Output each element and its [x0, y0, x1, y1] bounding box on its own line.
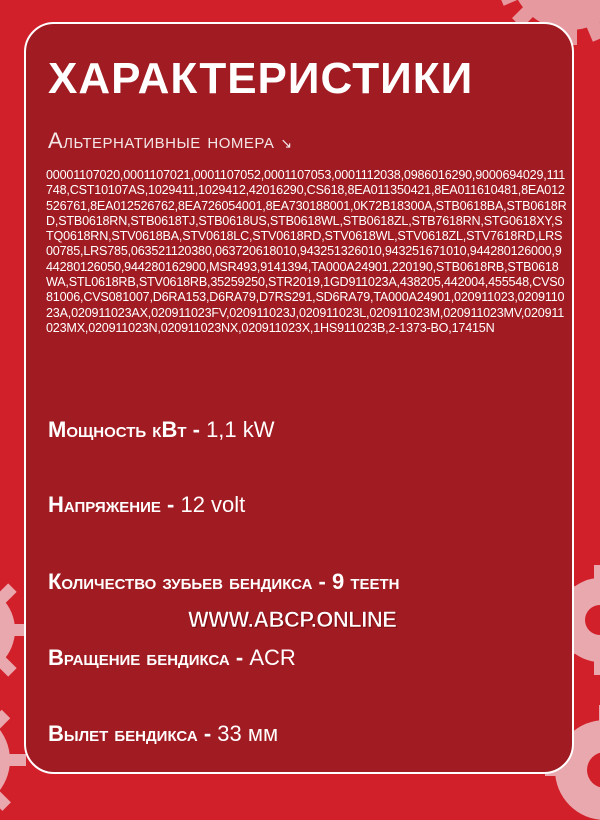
spec-teeth	[48, 569, 400, 595]
spec-value: ACR	[249, 645, 296, 670]
page-title: ХАРАКТЕРИСТИКИ	[48, 54, 474, 103]
spec-value: 33 мм	[217, 721, 279, 746]
spec-label: Напряжение -	[48, 492, 181, 517]
arrow-down-right-icon: ↘	[280, 135, 293, 151]
spec-label: Количество зубьев бендикса - 9 teeth	[48, 569, 400, 594]
spec-label: Вылет бендикса -	[48, 721, 218, 746]
spec-label: Мощность кВт -	[48, 417, 207, 442]
spec-power	[48, 417, 275, 443]
alt-numbers-heading	[48, 128, 293, 154]
spec-value: 1,1 kW	[206, 417, 275, 442]
specs-card	[24, 22, 574, 774]
alt-numbers-label: Альтернативные номера	[48, 128, 275, 153]
spec-value: 12 volt	[180, 492, 246, 517]
spec-voltage	[48, 492, 245, 518]
alt-numbers-list: 00001107020,0001107021,0001107052,0001107053,0001112038,0986016290,9000694029,111748,CST10107AS,1029411,1029412,42016290,CS618,8EA011350421,8EA011610481,8EA012526761,8EA012526762,8EA726054001,8EA730188001,0K72B18300A,STB0618BA,STB0618RD,STB0618RN,STB0618TJ,STB0618US,STB0618WL,STB0618ZL,STB7618RN,STG0618XY,STQ0618RN,STV0618BA,STV0618LC,STV0618RD,STV0618WL,STV0618ZL,STV7618RD,LRS00785,LRS785,063521120380,063720618010,943251326010,943251671010,944280126000,944280126050,944280162900,MSR493,9141394,TA000A24901,220190,STB0618RB,STB0618WA,STL0618RB,STV0618RB,35259250,STR2019,1GD911023A,438205,442004,455548,CVS081006,CVS081007,D6RA153,D6RA79,D7RS291,SD6RA79,TA000A24901,020911023,020911023A,020911023AX,020911023FV,020911023J,020911023L,020911023M,020911023MV,020911023MX,020911023N,020911023NX,020911023X,1HS911023B,2-1373-BO,17415N	[46, 168, 567, 335]
spec-rotation	[48, 645, 296, 671]
spec-label: Вращение бендикса -	[48, 645, 250, 670]
watermark: WWW.ABCP.ONLINE	[188, 607, 397, 632]
spec-overhang	[48, 721, 278, 747]
